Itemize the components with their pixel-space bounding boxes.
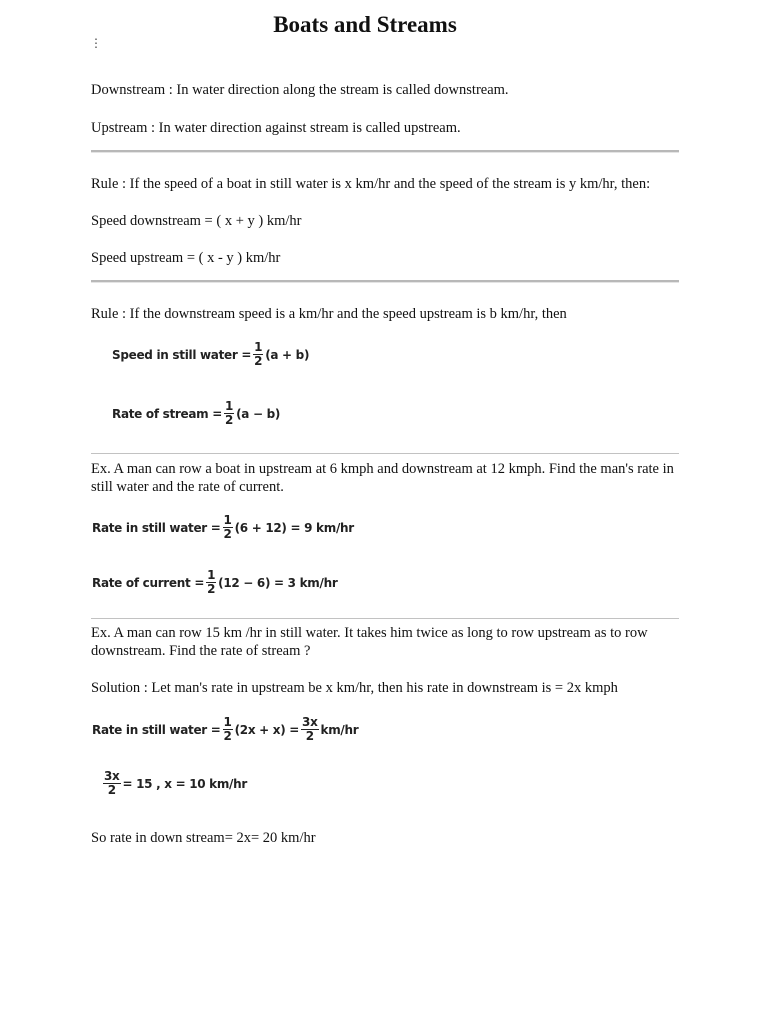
formula-rest: (a − b) [236, 406, 281, 421]
fraction [223, 514, 233, 541]
formula-rest: (12 − 6) = 3 km/hr [218, 575, 338, 590]
fraction-denominator: 2 [254, 354, 263, 368]
fraction-denominator: 2 [223, 527, 232, 541]
formula-speed-still-water [112, 341, 309, 368]
fraction [253, 341, 263, 368]
fraction-denominator: 2 [207, 582, 216, 596]
formula-label: Speed in still water = [112, 347, 252, 362]
fraction-numerator: 1 [207, 568, 216, 582]
example2-solution: Solution : Let man's rate in upstream be x km/hr, then his rate in downstream is = 2x kmph [91, 680, 618, 696]
formula-rest: (a + b) [265, 347, 310, 362]
fraction-denominator: 2 [225, 413, 234, 427]
formula-rate-still-water [92, 514, 354, 541]
formula-rest: = 15 , x = 10 km/hr [122, 776, 248, 791]
rule1-downstream: Speed downstream = ( x + y ) km/hr [91, 213, 302, 229]
formula-solve-x [101, 770, 247, 797]
fraction-numerator: 1 [254, 340, 263, 354]
example1-text: Ex. A man can row a boat in upstream at 6 kmph and downstream at 12 kmph. Find the man's rate in still water and the rate of current. [91, 461, 674, 495]
formula-rest: (6 + 12) = 9 km/hr [234, 520, 354, 535]
section-divider [91, 618, 679, 619]
fraction [224, 400, 234, 427]
section-divider [91, 150, 679, 153]
example2-text: Ex. A man can row 15 km /hr in still water. It takes him twice as long to row upstream as to row downstream. Find the rate of stream ? [91, 625, 648, 659]
fraction [206, 569, 216, 596]
fraction [223, 716, 233, 743]
fraction-denominator: 2 [223, 729, 232, 743]
rule1-upstream: Speed upstream = ( x - y ) km/hr [91, 250, 281, 266]
fraction-numerator: 3x [302, 715, 318, 729]
more-icon: ⋮ [90, 36, 102, 50]
fraction-numerator: 3x [104, 769, 120, 783]
formula-label: Rate in still water = [92, 722, 221, 737]
fraction-numerator: 1 [223, 513, 232, 527]
fraction [103, 770, 121, 797]
upstream-definition: Upstream : In water direction against stream is called upstream. [91, 120, 461, 136]
rule2-text: Rule : If the downstream speed is a km/hr and the speed upstream is b km/hr, then [91, 306, 567, 322]
formula-middle: (2x + x) = [234, 722, 300, 737]
downstream-definition: Downstream : In water direction along the stream is called downstream. [91, 82, 509, 98]
formula-rest: km/hr [320, 722, 359, 737]
fraction-numerator: 1 [225, 399, 234, 413]
formula-label: Rate of stream = [112, 406, 223, 421]
fraction-numerator: 1 [223, 715, 232, 729]
section-divider [91, 453, 679, 454]
formula-rate-still-water-2 [92, 716, 358, 743]
fraction-denominator: 2 [107, 783, 116, 797]
formula-rate-of-stream [112, 400, 280, 427]
formula-rate-of-current [92, 569, 337, 596]
formula-label: Rate in still water = [92, 520, 221, 535]
example2-conclusion: So rate in down stream= 2x= 20 km/hr [91, 830, 316, 846]
formula-label: Rate of current = [92, 575, 205, 590]
fraction-denominator: 2 [305, 729, 314, 743]
section-divider [91, 280, 679, 283]
fraction [301, 716, 319, 743]
rule1-text: Rule : If the speed of a boat in still water is x km/hr and the speed of the stream is y km/hr, then: [91, 176, 651, 192]
page-title: Boats and Streams [273, 12, 457, 37]
